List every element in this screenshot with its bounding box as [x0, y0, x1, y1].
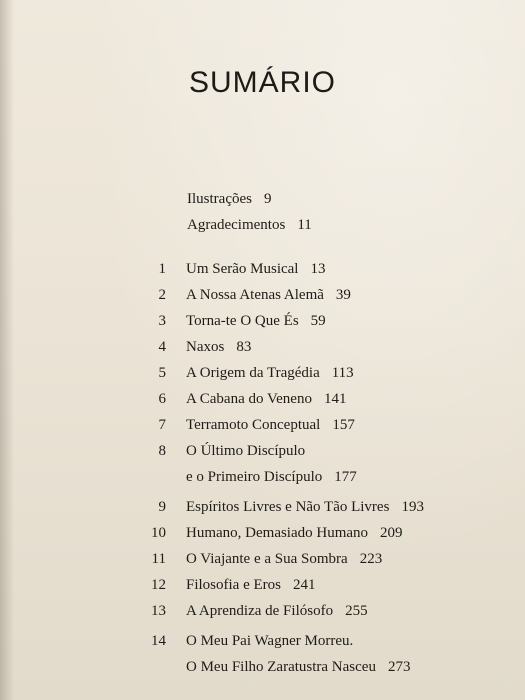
chapter-entry — [0, 282, 525, 308]
chapter-entry — [0, 360, 525, 386]
chapter-number: 8 — [158, 443, 166, 459]
chapter-page: 273 — [387, 659, 411, 675]
chapter-title: Terramoto Conceptual — [186, 417, 321, 433]
chapter-page: 113 — [331, 365, 354, 381]
chapter-number: 10 — [151, 525, 166, 541]
chapter-title: A Cabana do Veneno — [186, 391, 312, 407]
chapter-number: 12 — [151, 577, 166, 593]
chapter-title: A Aprendiza de Filósofo — [186, 603, 334, 619]
chapter-title-line: e o Primeiro Discípulo — [186, 469, 323, 485]
chapter-number: 1 — [158, 261, 166, 277]
chapter-title-line: O Último Discípulo — [186, 443, 306, 459]
front-matter-item-illustrations — [187, 186, 312, 212]
chapter-title: Espíritos Livres e Não Tão Livres — [186, 499, 390, 515]
chapter-page: 83 — [236, 339, 252, 355]
chapter-number: 5 — [158, 365, 166, 381]
chapter-title: Torna-te O Que És — [186, 313, 299, 329]
chapter-entry — [0, 386, 525, 412]
chapter-number: 14 — [151, 633, 166, 649]
front-matter-label: Ilustrações — [187, 191, 252, 207]
chapter-page: 39 — [335, 287, 351, 303]
chapter-number: 11 — [151, 551, 166, 567]
chapter-entry — [0, 494, 525, 520]
chapter-title: O Viajante e a Sua Sombra — [186, 551, 348, 567]
chapter-entry — [0, 598, 525, 624]
front-matter-page: 11 — [297, 217, 312, 233]
chapter-entry — [0, 334, 525, 360]
chapter-entry — [0, 520, 525, 546]
chapter-page: 223 — [359, 551, 383, 567]
front-matter-item-acknowledgements — [187, 212, 312, 238]
chapter-page: 241 — [293, 577, 316, 593]
front-matter-page: 9 — [263, 191, 272, 207]
page-title: SUMÁRIO — [188, 66, 336, 99]
chapter-number: 6 — [158, 391, 166, 407]
chapter-title: Humano, Demasiado Humano — [186, 525, 369, 541]
chapter-title: Um Serão Musical — [186, 261, 299, 277]
chapter-entry — [0, 256, 525, 282]
chapter-title: Naxos — [186, 339, 225, 355]
chapter-title-line: O Meu Pai Wagner Morreu. — [186, 633, 354, 649]
chapter-entry — [0, 438, 525, 490]
chapter-page: 59 — [310, 313, 326, 329]
chapter-number: 3 — [158, 313, 166, 329]
chapter-title: Filosofia e Eros — [186, 577, 281, 593]
chapter-page: 141 — [323, 391, 347, 407]
chapter-entry — [0, 546, 525, 572]
chapter-page: 13 — [310, 261, 326, 277]
chapter-page: 255 — [345, 603, 368, 619]
chapter-entry — [0, 572, 525, 598]
chapter-number: 2 — [158, 287, 166, 303]
chapter-number: 13 — [151, 603, 166, 619]
chapter-page: 209 — [380, 525, 403, 541]
chapter-entry — [0, 308, 525, 334]
chapter-page: 157 — [332, 417, 355, 433]
chapter-title-line: O Meu Filho Zaratustra Nasceu — [186, 659, 376, 675]
chapter-list — [0, 256, 525, 680]
chapter-entry — [0, 412, 525, 438]
chapter-entry — [0, 628, 525, 680]
front-matter-label: Agradecimentos — [187, 217, 286, 233]
chapter-title: A Nossa Atenas Alemã — [186, 287, 324, 303]
chapter-number: 7 — [158, 417, 166, 433]
chapter-page: 177 — [334, 469, 357, 485]
chapter-title: A Origem da Tragédia — [186, 365, 320, 381]
chapter-number: 9 — [158, 499, 166, 515]
chapter-number: 4 — [158, 339, 166, 355]
front-matter-list — [187, 186, 312, 238]
chapter-page: 193 — [401, 499, 424, 515]
